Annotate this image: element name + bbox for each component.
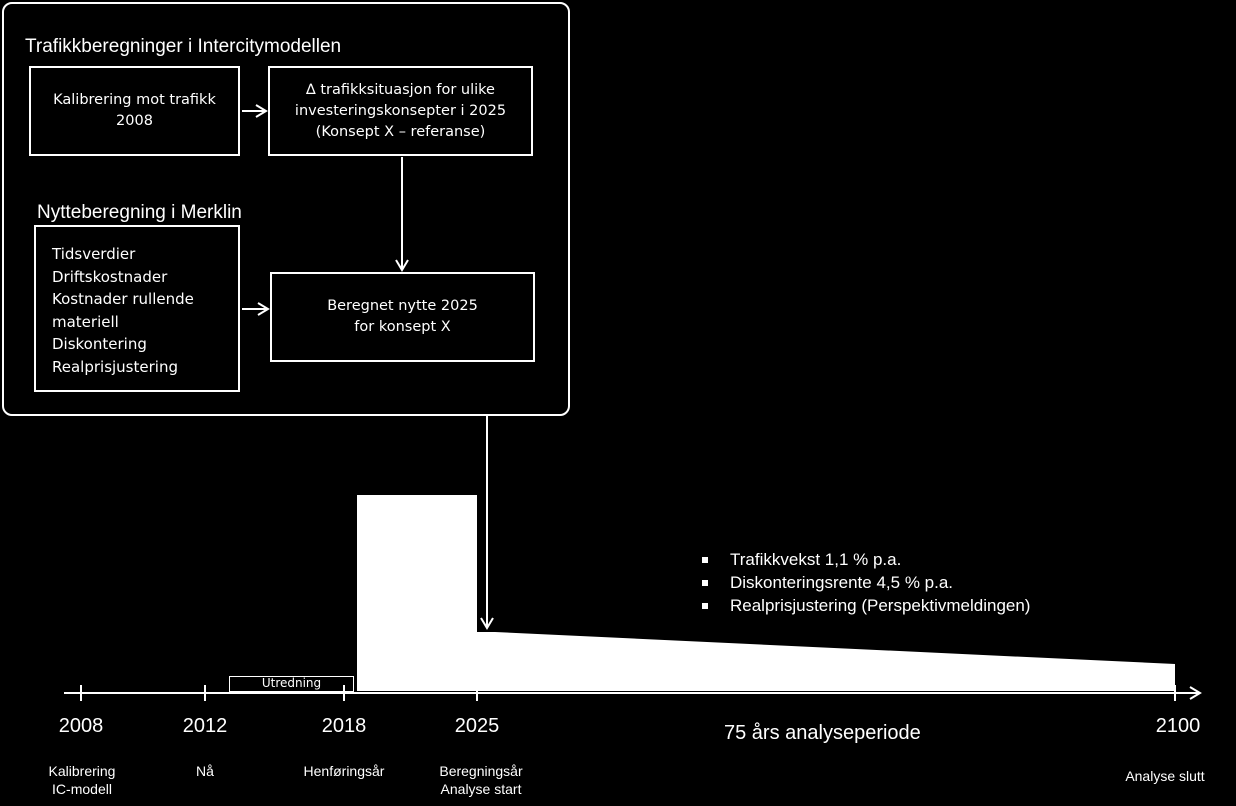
year-2012: 2012 [182, 715, 228, 737]
year-2025: 2025 [454, 715, 500, 737]
year-label-2008 [22, 762, 142, 798]
assumption-item: Realprisjustering (Perspektivmeldingen) [700, 594, 1030, 617]
traffic-model-title: Trafikkberegninger i Intercitymodellen [25, 36, 342, 57]
input-item: Kostnader rullende [52, 290, 194, 308]
inputs-box [34, 225, 240, 392]
delta-line: (Konsept X – referanse) [315, 123, 486, 140]
year-label-2100 [1105, 767, 1225, 785]
year-label-line: Kalibrering [48, 763, 116, 779]
delta-line: investeringskonsepter i 2025 [294, 102, 507, 119]
analysis-period-label: 75 års analyseperiode [724, 722, 921, 744]
assumptions-list [700, 548, 1030, 617]
year-label-line: Analyse slutt [1125, 768, 1205, 784]
delta-traffic-box [268, 66, 533, 156]
year-2100: 2100 [1155, 715, 1201, 737]
input-item: Diskontering [52, 335, 147, 353]
input-item: Tidsverdier [52, 245, 136, 263]
year-label-line: Beregningsår [439, 763, 523, 779]
benefit-wedge [477, 632, 1175, 691]
input-item: Driftskostnader [52, 267, 168, 286]
year-label-2012 [145, 762, 265, 780]
delta-line: ∆ trafikksituasjon for ulike [306, 81, 495, 98]
input-item: Realprisjustering [52, 357, 178, 376]
benefit-result-box [270, 272, 535, 362]
year-label-line: Henføringsår [303, 763, 385, 779]
calibration-box [29, 66, 240, 156]
utredning-box: Utredning [229, 676, 354, 692]
year-2008: 2008 [58, 715, 104, 737]
calibration-line: Kalibrering mot trafikk [53, 92, 216, 108]
year-label-2018 [284, 762, 404, 780]
year-2018: 2018 [321, 715, 367, 737]
result-line: Beregnet nytte 2025 [327, 298, 478, 314]
result-line: for konsept X [354, 319, 451, 335]
year-label-line: Nå [196, 763, 214, 779]
benefit-model-title: Nytteberegning i Merklin [37, 202, 242, 223]
assumption-item: Diskonteringsrente 4,5 % p.a. [700, 571, 1030, 594]
assumption-item: Trafikkvekst 1,1 % p.a. [700, 548, 1030, 571]
input-item: materiell [52, 312, 119, 331]
year-label-2025 [421, 762, 541, 798]
year-label-line: Analyse start [440, 781, 522, 797]
calibration-line: 2008 [116, 113, 153, 129]
investment-block [357, 495, 477, 691]
year-label-line: IC-modell [52, 781, 112, 797]
